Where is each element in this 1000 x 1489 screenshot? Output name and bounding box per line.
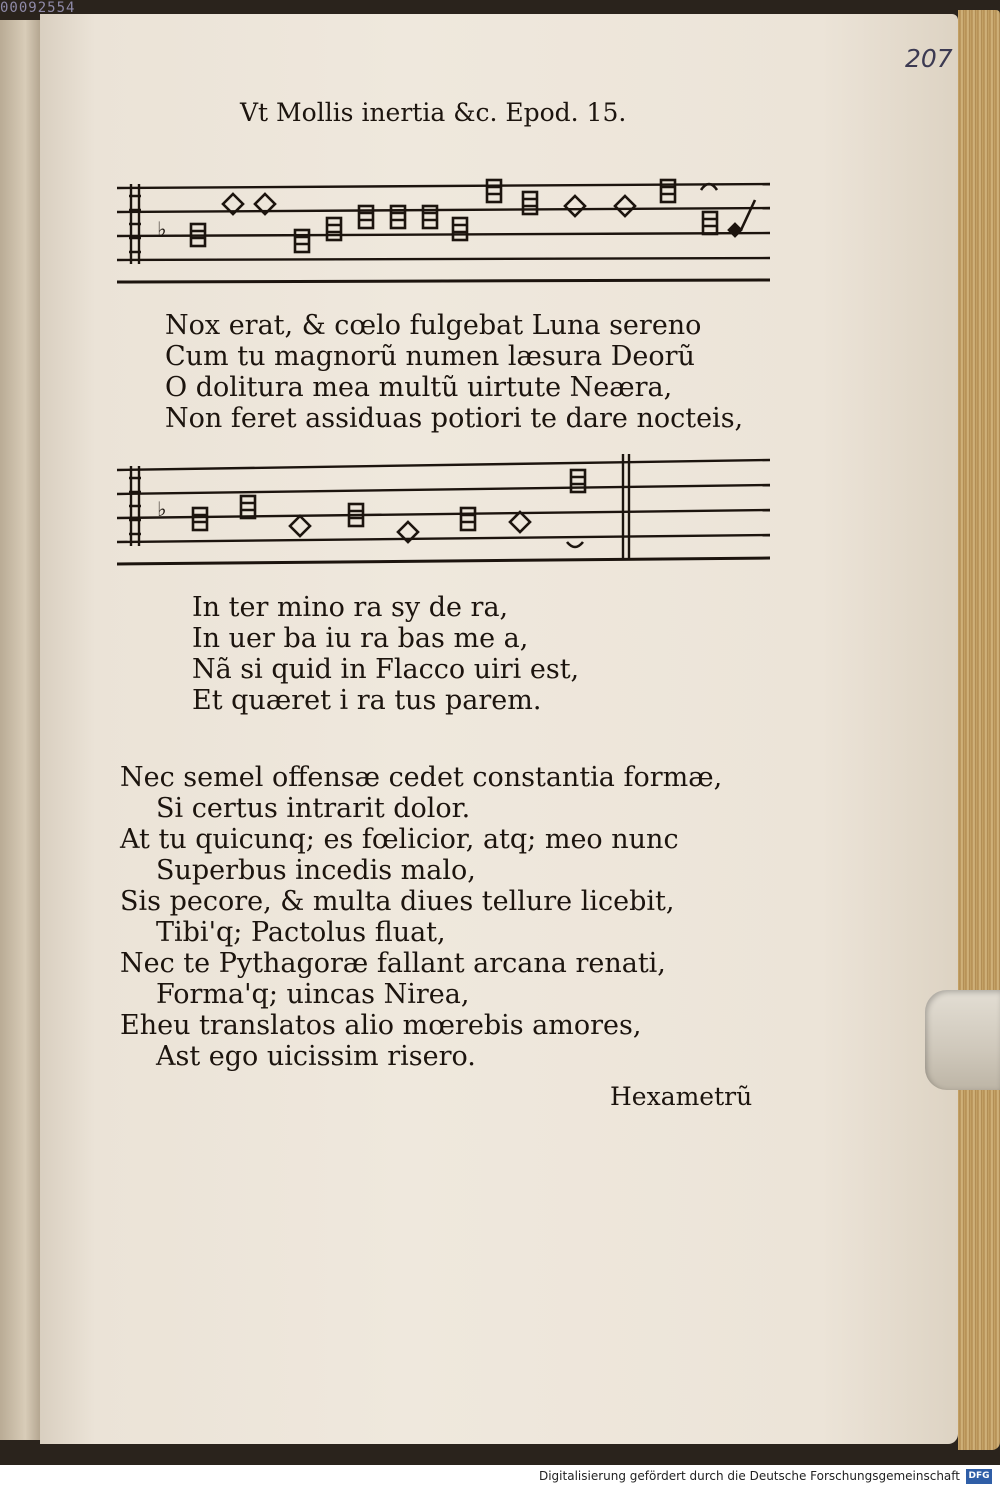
verse-line: Superbus incedis malo, — [156, 855, 476, 886]
verse-line: Si certus intrarit dolor. — [156, 793, 471, 824]
folio-number: 207 — [905, 44, 953, 73]
footer-credit: Digitalisierung gefördert durch die Deutsche Forschungsgemeinschaft — [538, 1469, 960, 1483]
running-title: Vt Mollis inertia &c. Epod. 15. — [240, 98, 627, 127]
dfg-logo-icon[interactable]: DFG — [966, 1469, 992, 1484]
verse-line: Cum tu magnorũ numen læsura Deorũ — [165, 341, 695, 372]
verse-line: Sis pecore, & multa diues tellure licebit, — [120, 886, 675, 917]
svg-text:♭: ♭ — [157, 217, 167, 241]
book-clasp — [925, 990, 1000, 1090]
stanza-one — [165, 310, 743, 434]
verse-line: Nec te Pythagoræ fallant arcana renati, — [120, 948, 666, 979]
verse-line: Ast ego uicissim risero. — [156, 1041, 476, 1072]
verse-body — [120, 762, 722, 1072]
svg-text:♭: ♭ — [157, 497, 167, 521]
music-staff-2 — [115, 454, 775, 570]
verse-line: Non feret assiduas potiori te dare nocteis, — [165, 403, 744, 434]
verse-line: Eheu translatos alio mœrebis amores, — [120, 1010, 642, 1041]
verse-line: Nã si quid in Flacco uiri est, — [192, 654, 580, 685]
catchword: Hexametrũ — [610, 1082, 753, 1111]
verse-line: Nec semel offensæ cedet constantia formæ, — [120, 762, 723, 793]
verse-line: At tu quicunq; es fœlicior, atq; meo nunc — [120, 824, 679, 855]
page-block-edge — [958, 10, 1000, 1450]
shelf-id: 00092554 — [0, 0, 76, 16]
verse-line: Nox erat, & cœlo fulgebat Luna sereno — [165, 310, 702, 341]
verse-line: O dolitura mea multũ uirtute Neæra, — [165, 372, 673, 403]
verse-line: Et quæret i ra tus parem. — [192, 685, 542, 716]
verse-line: Tibi'q; Pactolus fluat, — [156, 917, 446, 948]
verse-line: In ter mino ra sy de ra, — [192, 592, 509, 623]
verse-line: In uer ba iu ra bas me a, — [192, 623, 529, 654]
stanza-two — [192, 592, 579, 716]
verse-line: Forma'q; uincas Nirea, — [156, 979, 470, 1010]
footer-bar — [0, 1465, 1000, 1489]
music-staff-1 — [115, 176, 775, 288]
